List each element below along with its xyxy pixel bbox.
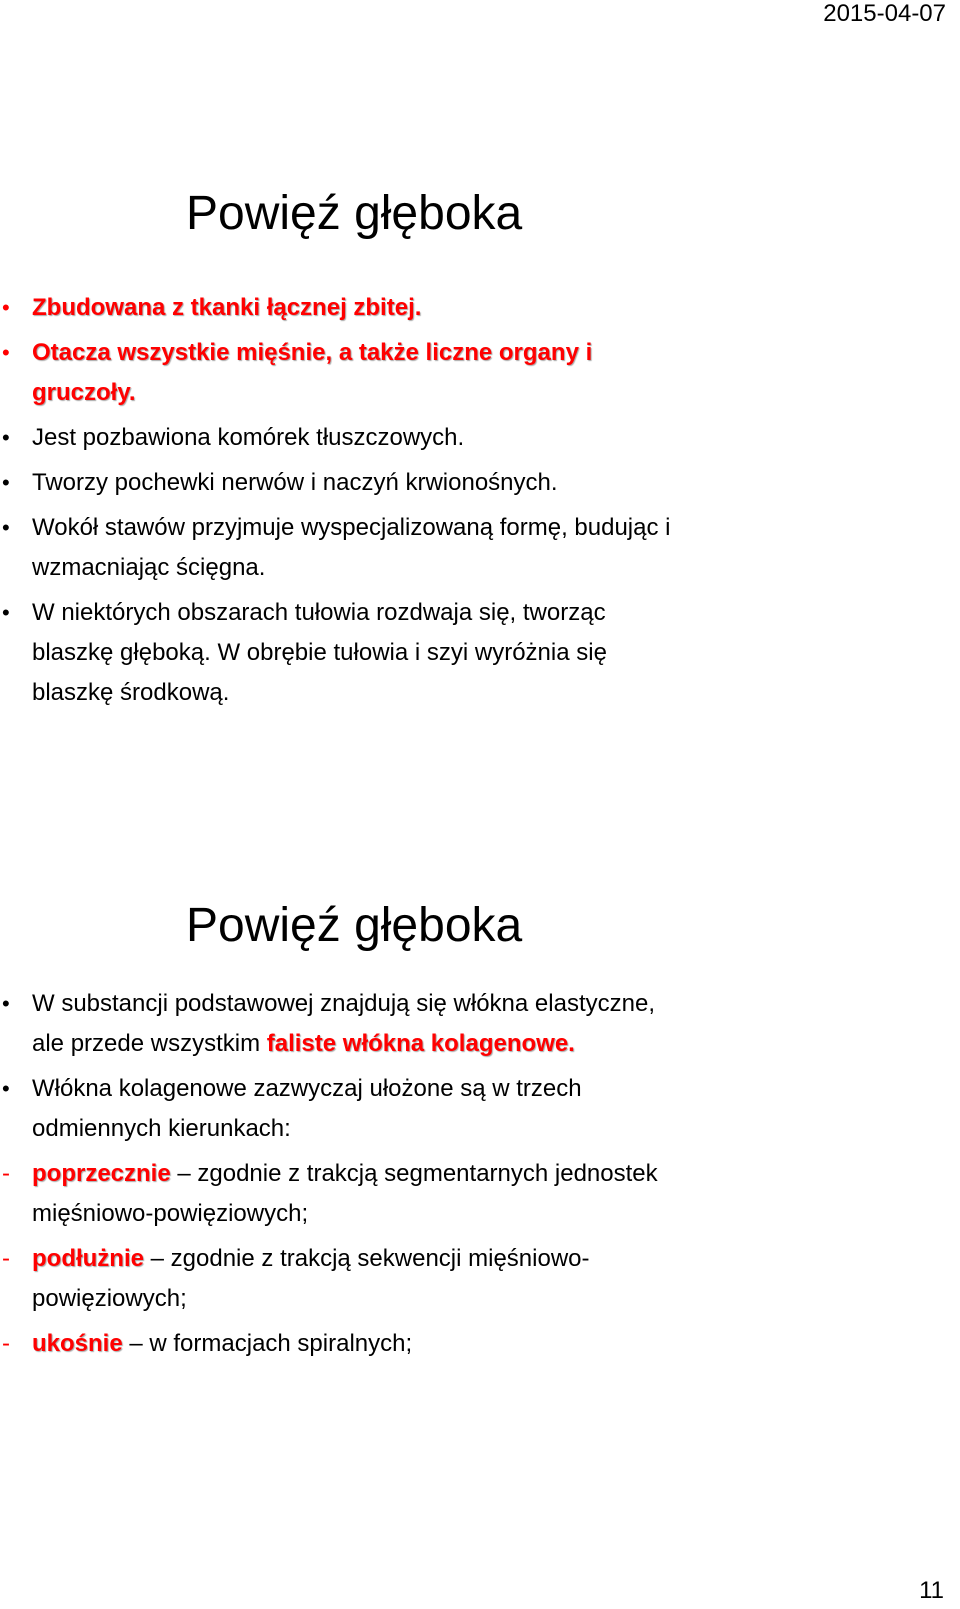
direction-term: podłużnie [32,1245,144,1272]
bullet-text: Otacza wszystkie mięśnie, a także liczne organy i gruczoły. [32,339,593,406]
bullet-text: Zbudowana z tkanki łącznej zbitej. [32,294,422,321]
bullet-text: Tworzy pochewki nerwów i naczyń krwionośnych. [32,469,558,496]
slide-1-title: Powięź głęboka [186,187,523,240]
bullet-item [0,418,692,458]
slide-2-title: Powięź głęboka [186,899,523,952]
bullet-text: W substancji podstawowej znajdują się włókna elastyczne, ale przede wszystkim [32,990,655,1057]
bullet-text: Włókna kolagenowe zazwyczaj ułożone są w trzech odmiennych kierunkach: [32,1075,582,1142]
slide-2 [0,898,960,1369]
bullet-text: Wokół stawów przyjmuje wyspecjalizowaną formę, budując i wzmacniając ścięgna. [32,514,671,581]
bullet-item [0,984,692,1064]
bullet-item [0,1069,692,1149]
bullet-item [0,288,692,328]
slide-2-bullet-list [0,984,960,1364]
direction-item [0,1154,692,1234]
slide-1 [0,186,960,718]
highlight-text: faliste włókna kolagenowe. [266,1030,575,1057]
direction-term: ukośnie [32,1330,123,1357]
bullet-text: Jest pozbawiona komórek tłuszczowych. [32,424,465,451]
bullet-item [0,463,692,503]
bullet-text: W niektórych obszarach tułowia rozdwaja się, tworząc blaszkę głęboką. W obrębie tułowia i szyi wyróżnia się blaszkę środkową. [32,599,607,706]
slide-1-bullet-list [0,288,960,713]
direction-desc: – w formacjach spiralnych; [122,1330,413,1357]
bullet-item [0,593,692,713]
direction-term: poprzecznie [32,1160,171,1187]
direction-item [0,1324,692,1364]
direction-desc: – zgodnie z trakcją segmentarnych jednostek mięśniowo-powięziowych; [32,1160,658,1227]
bullet-item [0,508,692,588]
page-number: 11 [919,1577,944,1604]
bullet-item [0,333,692,413]
direction-desc: – zgodnie z trakcją sekwencji mięśniowo-powięziowych; [32,1245,590,1312]
direction-item [0,1239,692,1319]
document-date: 2015-04-07 [823,0,946,27]
